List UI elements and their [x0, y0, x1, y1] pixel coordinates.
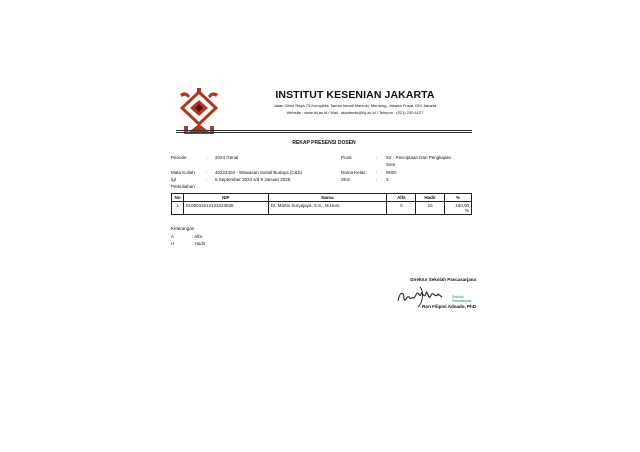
table-row [172, 202, 472, 215]
periode-value: 2024 Genal [215, 155, 239, 160]
col-alfa: Alfa [387, 194, 416, 202]
periode-colon: : [206, 155, 208, 160]
cell-hadir: 15 [416, 202, 445, 215]
cell-percent-value: 100,00 [455, 203, 469, 208]
col-no: No [172, 194, 184, 202]
matakuliah-value: 40222403 - Wawasan Sosial Budaya (C&S) [215, 170, 303, 175]
kelas-colon: : [376, 170, 378, 175]
signatory-name: Ron Filipini Adnado, PhD [422, 304, 476, 309]
cell-no: 1 [172, 202, 184, 215]
matakuliah-colon: : [206, 170, 208, 175]
col-hadir: Hadir [416, 194, 445, 202]
legend-h-value: : Hadir [192, 241, 206, 246]
prodi-value: S2 - Penciptaan Dan Pengkajian [386, 155, 452, 160]
prodi-label: Prodi [341, 155, 352, 160]
header-divider-thin [176, 132, 472, 133]
kelas-label: Nama Kelas [341, 170, 366, 175]
institution-contact: Website : www.ikj.ac.id / Mail : akademik@ikj.ac.id / Telepon : (021) 230 6127 [286, 110, 424, 115]
periode-label: Periode [171, 155, 187, 160]
sks-label: SKS [341, 177, 351, 182]
col-percent: % [445, 194, 472, 202]
legend-a-value: : Alfa [192, 234, 203, 239]
header-divider [176, 130, 472, 131]
stamp-line-1: Sekolah [452, 295, 464, 299]
institution-name: INSTITUT KESENIAN JAKARTA [275, 89, 435, 101]
tgl-label: tgl [171, 177, 176, 182]
legend-title: Keterangan [171, 226, 195, 231]
institution-address: Jalan Cikini Raya 73 Kompleks Taman Ismail Marzuki, Menteng, Jakarta Pusat, DKI Jakarta [273, 103, 437, 108]
stamp-line-2: Pascasarjana [452, 299, 472, 303]
col-nama: Nama [268, 194, 387, 202]
kelas-value: WSD [386, 170, 397, 175]
cell-alfa: 0 [387, 202, 416, 215]
document-title: REKAP PRESENSI DOSEN [292, 140, 356, 146]
cell-nama: Dr. Martin Suryajaya, S.S., M.Hum. [268, 202, 387, 215]
table-header-row [172, 194, 472, 202]
tgl-colon: : [206, 177, 208, 182]
sks-colon: : [376, 177, 378, 182]
sks-value: 3 [386, 177, 389, 182]
cell-percent-sign: % [464, 208, 469, 213]
legend-h-key: H [171, 241, 175, 246]
signatory-role: Direktur Sekolah Pascasarjana [410, 277, 476, 282]
tgl-value: 6 September 2024 s/d 9 Januari 2025 [215, 177, 291, 182]
prodi-colon: : [376, 155, 378, 160]
legend-a-key: A [171, 234, 175, 239]
ikj-logo [178, 88, 220, 136]
prodi-value-cont: Seni [386, 162, 396, 167]
perkuliahan-label: Perkuliahan [171, 184, 195, 189]
attendance-table [171, 193, 472, 215]
cell-percent [445, 202, 472, 215]
col-nip: NIP [183, 194, 268, 202]
matakuliah-label: Mata Kuliah [171, 170, 195, 175]
cell-nip: 0106031612133223036 [183, 202, 268, 215]
